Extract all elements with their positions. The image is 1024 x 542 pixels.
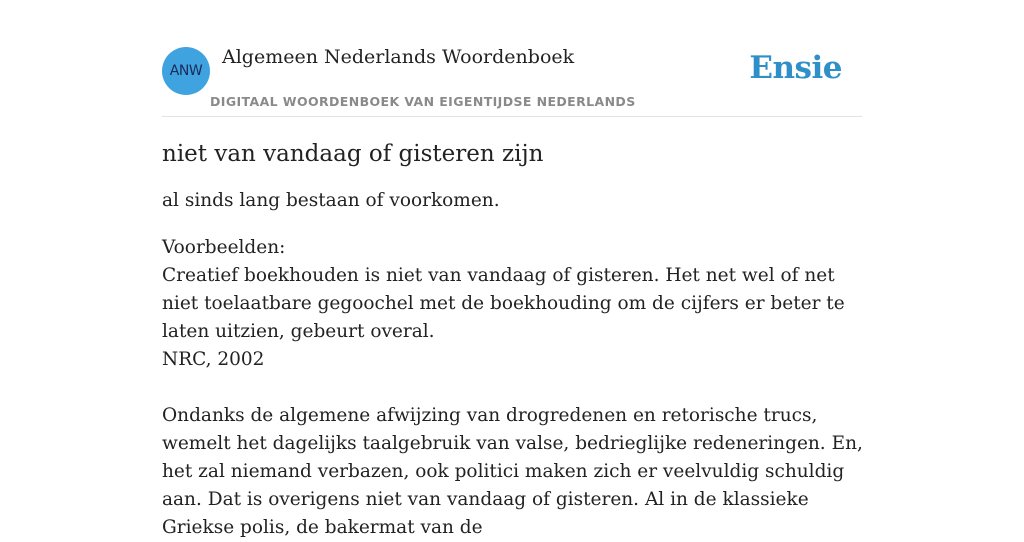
examples-section	[162, 234, 864, 542]
anw-logo[interactable]: ANW	[162, 47, 210, 95]
site-title[interactable]: Algemeen Nederlands Woordenboek	[222, 46, 575, 68]
example-source: NRC, 2002	[162, 349, 265, 370]
site-subtitle: DIGITAAL WOORDENBOEK VAN EIGENTIJDSE NEDERLANDS	[210, 94, 636, 109]
entry-definition: al sinds lang bestaan of voorkomen.	[162, 190, 500, 211]
example-text: Ondanks de algemene afwijzing van drogredenen en retorische trucs, wemelt het dagelijks taalgebruik van valse, bedrieglijke redeneringen. En, het zal niemand verbazen, ook politici maken zich er veelvuldig schuldig aan. Dat is overigens niet van vandaag of gisteren. Al in de klassieke Griekse polis, de bakermat van de	[162, 405, 863, 538]
example-separator	[162, 374, 864, 402]
site-header	[162, 46, 862, 117]
entry-headword: niet van vandaag of gisteren zijn	[162, 141, 544, 167]
examples-label: Voorbeelden:	[162, 237, 286, 258]
ensie-brand-link[interactable]: Ensie	[749, 50, 842, 86]
example-text: Creatief boekhouden is niet van vandaag of gisteren. Het net wel of net niet toelaatbare gegoochel met de boekhouding om de cijfers er beter te laten uitzien, gebeurt overal.	[162, 265, 845, 342]
entry-content	[162, 137, 864, 542]
